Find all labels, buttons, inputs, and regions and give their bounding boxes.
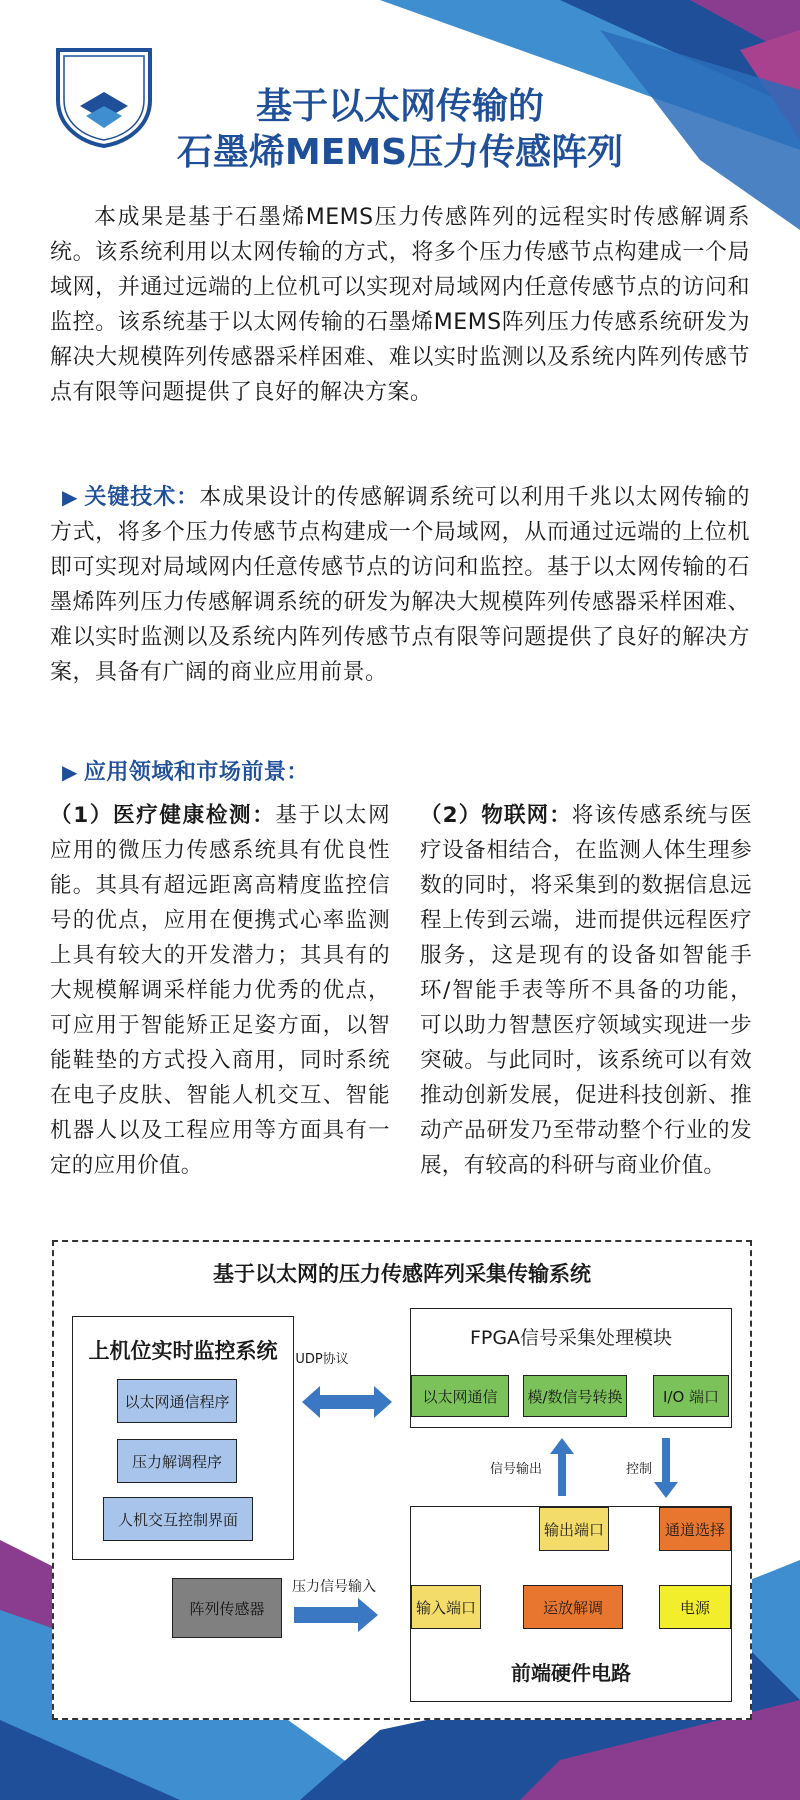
applications-label: 应用领域和市场前景： bbox=[83, 760, 309, 785]
frontend-power: 电源 bbox=[659, 1585, 731, 1629]
host-item-ethernet-program: 以太网通信程序 bbox=[117, 1379, 237, 1423]
frontend-input-port: 输入端口 bbox=[411, 1585, 481, 1629]
fpga-module-box bbox=[410, 1308, 732, 1428]
key-tech-label: 关键技术： bbox=[84, 485, 200, 510]
control-label: 控制 bbox=[626, 1462, 653, 1477]
frontend-hardware-title: 前端硬件电路 bbox=[511, 1661, 631, 1685]
application-medical-label: （1）医疗健康检测： bbox=[50, 803, 276, 828]
udp-double-arrow-icon bbox=[302, 1382, 392, 1422]
fpga-module-title: FPGA信号采集处理模块 bbox=[469, 1327, 673, 1349]
frontend-output-port: 输出端口 bbox=[539, 1507, 609, 1551]
key-tech-text: 本成果设计的传感解调系统可以利用千兆以太网传输的方式，将多个压力传感节点构建成一个局域网，从而通过远端的上位机即可实现对局域网内任意传感节点的访问和监控。基于以太网传输的石墨烯阵列压力传感解调系统的研发为解决大规模阵列传感器采样困难、难以实时监测以及系统内阵列传感节点有限等问题提供了良好的解决方案，具备有广阔的商业应用前景。 bbox=[50, 485, 750, 685]
triangle-bullet-icon: ▶ bbox=[62, 485, 79, 509]
application-iot-label: （2）物联网： bbox=[420, 803, 572, 828]
signal-output-label: 信号输出 bbox=[490, 1462, 543, 1477]
down-arrow-icon bbox=[654, 1438, 678, 1498]
system-diagram bbox=[52, 1240, 752, 1720]
application-iot bbox=[420, 798, 752, 1183]
host-monitor-box bbox=[72, 1316, 294, 1560]
host-item-demodulation-program: 压力解调程序 bbox=[117, 1439, 237, 1483]
sensor-array-box: 阵列传感器 bbox=[172, 1578, 282, 1638]
frontend-hardware-box bbox=[410, 1506, 732, 1702]
host-item-hmi: 人机交互控制界面 bbox=[103, 1497, 253, 1541]
page-title-line-2: 石墨烯MEMS压力传感阵列 bbox=[176, 132, 624, 173]
up-arrow-icon bbox=[550, 1438, 574, 1496]
host-monitor-title: 上机位实时监控系统 bbox=[88, 1339, 278, 1363]
intro-paragraph: 本成果是基于石墨烯MEMS压力传感阵列的远程实时传感解调系统。该系统利用以太网传输的方式，将多个压力传感节点构建成一个局域网，并通过远端的上位机可以实现对局域网内任意传感节点的访问和监控。该系统基于以太网传输的石墨烯MEMS阵列压力传感系统研发为解决大规模阵列传感器采样困难、难以实时监测以及系统内阵列传感节点有限等问题提供了良好的解决方案。 bbox=[50, 205, 750, 405]
right-arrow-icon bbox=[294, 1598, 378, 1632]
application-medical-text: 基于以太网应用的微压力传感系统具有优良性能。其具有超远距离高精度监控信号的优点，应用在便携式心率监测上具有较大的开发潜力；其具有的大规模解调采样能力优秀的优点，可应用于智能矫正足姿方面，以智能鞋垫的方式投入商用，同时系统在电子皮肤、智能人机交互、智能机器人以及工程应用等方面具有一定的应用价值。 bbox=[50, 803, 390, 1178]
pressure-input-label: 压力信号输入 bbox=[292, 1579, 376, 1595]
page-title-line-1: 基于以太网传输的 bbox=[255, 86, 544, 127]
fpga-item-ethernet: 以太网通信 bbox=[411, 1375, 509, 1417]
diagram-title: 基于以太网的压力传感阵列采集传输系统 bbox=[213, 1262, 591, 1286]
application-medical bbox=[50, 798, 390, 1183]
fpga-item-io-port: I/O 端口 bbox=[653, 1375, 729, 1417]
application-iot-text: 将该传感系统与医疗设备相结合，在监测人体生理参数的同时，将采集到的数据信息远程上传到云端，进而提供远程医疗服务，这是现有的设备如智能手环/智能手表等所不具备的功能，可以助力智慧医疗领域实现进一步突破。与此同时，该系统可以有效推动创新发展，促进科技创新、推动产品研发乃至带动整个行业的发展，有较高的科研与商业价值。 bbox=[420, 803, 752, 1178]
udp-label: UDP协议 bbox=[295, 1352, 349, 1367]
frontend-amplifier-demod: 运放解调 bbox=[523, 1585, 623, 1629]
frontend-channel-select: 通道选择 bbox=[659, 1507, 731, 1551]
fpga-item-adc: 模/数信号转换 bbox=[523, 1375, 627, 1417]
triangle-bullet-icon: ▶ bbox=[62, 760, 78, 784]
applications-heading bbox=[50, 755, 750, 790]
key-tech-section bbox=[50, 480, 750, 690]
